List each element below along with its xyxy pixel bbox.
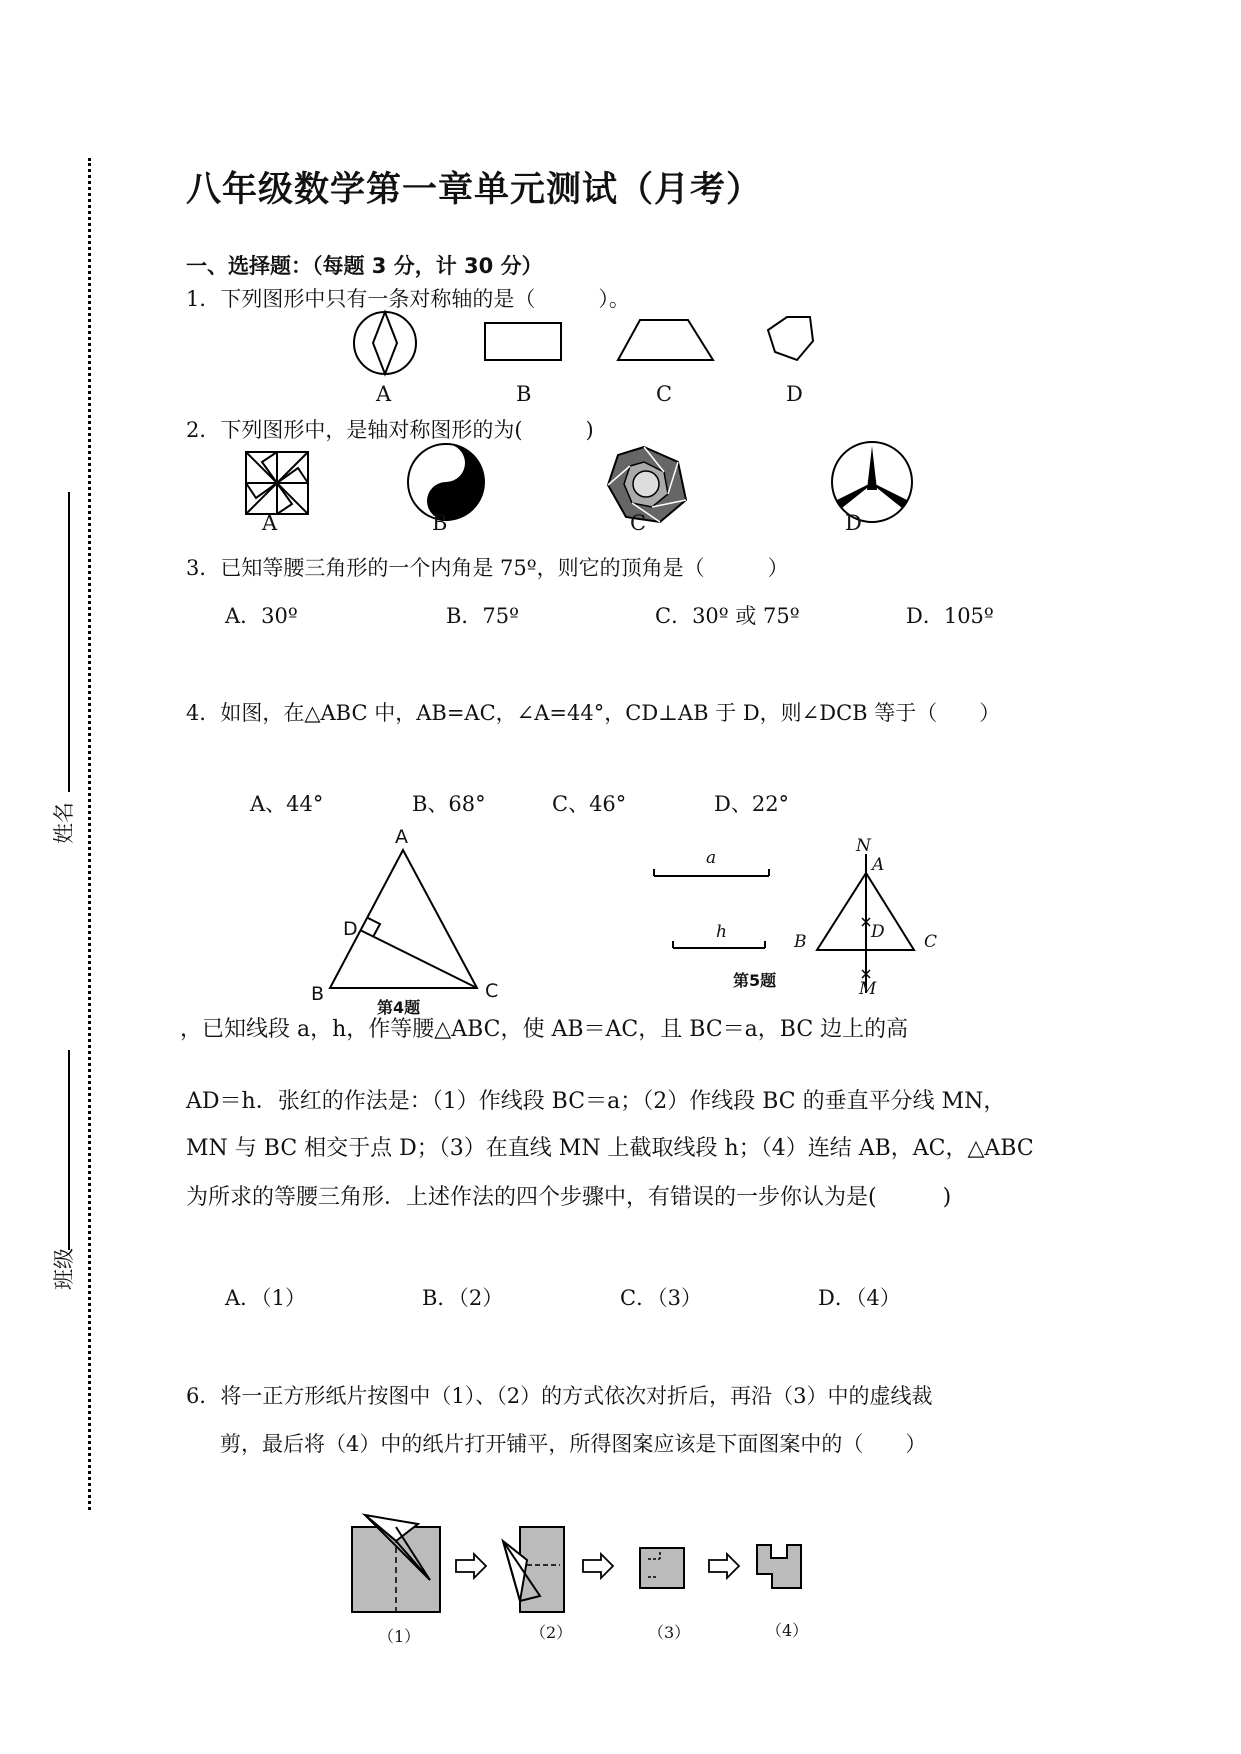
question-5-line-4: 为所求的等腰三角形．上述作法的四个步骤中，有错误的一步你认为是( ) <box>186 1185 952 1210</box>
q5-point-b: B <box>794 932 807 952</box>
q3-option-a: A．30º <box>225 604 298 628</box>
q1-label-c: C <box>656 382 673 406</box>
q4-point-d: D <box>343 918 358 940</box>
question-1-stem: 1．下列图形中只有一条对称轴的是（ ）。 <box>186 287 630 311</box>
q5-point-c: C <box>924 932 938 952</box>
question-2-stem: 2．下列图形中，是轴对称图形的为( ) <box>186 418 594 442</box>
q5-figure-caption: 第5题 <box>733 971 777 990</box>
q5-point-m: M <box>859 979 877 999</box>
q5-point-a: A <box>872 855 885 875</box>
q4-option-b: B、68° <box>412 792 486 816</box>
q3-option-b: B．75º <box>446 604 520 628</box>
q6-arrow-2 <box>583 1554 613 1578</box>
q1-label-d: D <box>786 382 803 406</box>
q6-caption-2: （2） <box>530 1623 573 1642</box>
q2-label-c: C <box>630 511 647 535</box>
question-3-stem: 3．已知等腰三角形的一个内角是 75º，则它的顶角是（ ） <box>186 556 789 580</box>
q5-segment-h-label: h <box>716 922 727 942</box>
question-5-line-3: MN 与 BC 相交于点 D；（3）在直线 MN 上截取线段 h；（4）连结 AB，AC，△ABC <box>186 1136 1034 1161</box>
q3-option-d: D．105º <box>906 604 994 628</box>
q5-point-d: D <box>871 922 885 942</box>
q2-label-a: A <box>262 511 278 535</box>
question-6-line-2: 剪，最后将（4）中的纸片打开铺平，所得图案应该是下面图案中的（ ） <box>220 1432 927 1456</box>
page-title: 八年级数学第一章单元测试（月考） <box>186 170 763 210</box>
q4-option-c: C、46° <box>552 792 627 816</box>
q6-arrow-3 <box>709 1554 739 1578</box>
q5-option-d: D．（4） <box>818 1286 901 1310</box>
q4-point-c: C <box>485 980 499 1002</box>
q6-caption-4: （4） <box>766 1621 809 1640</box>
q1-label-b: B <box>516 382 532 406</box>
q4-point-a: A <box>395 826 408 848</box>
question-5-line-1: ，已知线段 a，h，作等腰△ABC，使 AB＝AC，且 BC＝a，BC 边上的高 <box>180 1017 909 1042</box>
q5-point-n: N <box>856 836 871 856</box>
q3-option-c: C．30º 或 75º <box>655 604 800 628</box>
question-6-line-1: 6．将一正方形纸片按图中（1）、（2）的方式依次对折后，再沿（3）中的虚线裁 <box>186 1384 933 1408</box>
q6-arrow-1 <box>456 1554 486 1578</box>
q6-step-2-half <box>503 1527 564 1612</box>
q6-step-1-square <box>352 1515 440 1612</box>
q2-label-d: D <box>845 511 862 535</box>
q5-segment-a-label: a <box>706 848 717 868</box>
question-5-line-2: AD＝h．张红的作法是：（1）作线段 BC＝a；（2）作线段 BC 的垂直平分线 MN， <box>186 1089 1006 1114</box>
q5-option-c: C．（3） <box>620 1286 702 1310</box>
q1-label-a: A <box>376 382 392 406</box>
q5-option-a: A．（1） <box>225 1286 307 1310</box>
section-heading: 一、选择题：（每题 3 分，计 30 分） <box>186 254 543 278</box>
question-4-stem: 4．如图，在△ABC 中，AB=AC，∠A=44°，CD⊥AB 于 D，则∠DCB 等于（ ） <box>186 701 1001 725</box>
q4-point-b: B <box>311 983 325 1005</box>
q6-step-4-cut <box>757 1545 801 1588</box>
q2-label-b: B <box>432 511 448 535</box>
q6-caption-1: （1） <box>378 1627 421 1646</box>
q6-step-3-quarter <box>640 1548 684 1588</box>
q5-option-b: B．（2） <box>422 1286 504 1310</box>
q4-option-d: D、22° <box>714 792 790 816</box>
name-label: 姓名 <box>52 802 76 844</box>
q4-figure-caption: 第4题 <box>377 998 421 1017</box>
q4-option-a: A、44° <box>250 792 324 816</box>
class-label: 班级 <box>52 1248 76 1290</box>
q6-caption-3: （3） <box>648 1623 691 1642</box>
